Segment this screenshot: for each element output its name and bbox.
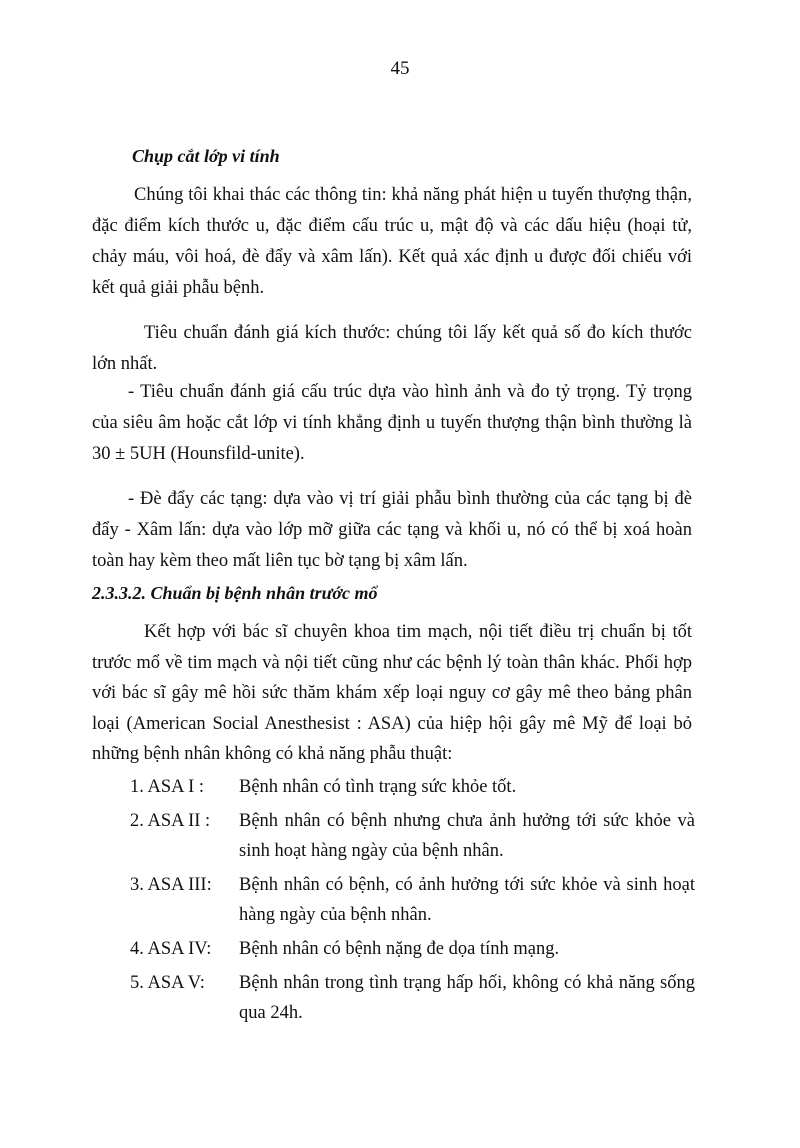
subsection-heading: 2.3.3.2. Chuẩn bị bệnh nhân trước mổ [92, 583, 378, 603]
page-number: 45 [390, 58, 410, 79]
paragraph: Kết hợp với bác sĩ chuyên khoa tim mạch, nội tiết điều trị chuẩn bị tốt trước mổ về tim mạch và nội tiết cũng như các bệnh lý toàn thân khác. Phối hợp với bác sĩ gây mê hồi sức thăm khám xếp loại nguy cơ gây mê theo bảng phân loại (American Social Anesthesist : ASA) của hiệp hội gây mê Mỹ để loại bỏ những bệnh nhân không có khả năng phẫu thuật: [92, 622, 692, 764]
asa-classification-list [130, 772, 695, 1028]
asa-description: Bệnh nhân trong tình trạng hấp hối, không có khả năng sống qua 24h. [239, 973, 695, 1023]
asa-description: Bệnh nhân có bệnh, có ảnh hưởng tới sức khỏe và sinh hoạt hàng ngày của bệnh nhân. [239, 875, 695, 925]
paragraph: - Đè đẩy các tạng: dựa vào vị trí giải phẫu bình thường của các tạng bị đè đẩy - Xâm lấn: dựa vào lớp mỡ giữa các tạng và khối u, nó có thể bị xoá hoàn toàn hay kèm theo mất liên tục bờ tạng bị xâm lấn. [92, 489, 692, 571]
paragraph: Tiêu chuẩn đánh giá kích thước: chúng tôi lấy kết quả số đo kích thước lớn nhất. [92, 323, 692, 374]
list-item [130, 870, 695, 930]
list-item [130, 934, 695, 964]
paragraph: - Tiêu chuẩn đánh giá cấu trúc dựa vào hình ảnh và đo tỷ trọng. Tỷ trọng của siêu âm hoặc cắt lớp vi tính khẳng định u tuyến thượng thận bình thường là 30 ± 5UH (Hounsfild-unite). [92, 382, 692, 464]
paragraph: Chúng tôi khai thác các thông tin: khả năng phát hiện u tuyến thượng thận, đặc điểm kích thước u, đặc điểm cấu trúc u, mật độ và các dấu hiệu (hoại tử, chảy máu, vôi hoá, đè đẩy và xâm lấn). Kết quả xác định u được đối chiếu với kết quả giải phẫu bệnh. [92, 185, 692, 298]
asa-label: 3. ASA III: [130, 875, 212, 895]
asa-label: 4. ASA IV: [130, 939, 212, 959]
list-item [130, 968, 695, 1028]
list-item [130, 806, 695, 866]
asa-description: Bệnh nhân có bệnh nhưng chưa ảnh hưởng tới sức khỏe và sinh hoạt hàng ngày của bệnh nhân. [239, 811, 695, 861]
asa-label: 1. ASA I : [130, 777, 205, 797]
asa-label: 2. ASA II : [130, 811, 211, 831]
section-heading: Chụp cắt lớp vi tính [132, 146, 280, 166]
list-item [130, 772, 695, 802]
asa-description: Bệnh nhân có bệnh nặng đe dọa tính mạng. [239, 939, 560, 959]
asa-description: Bệnh nhân có tình trạng sức khỏe tốt. [239, 777, 517, 797]
asa-label: 5. ASA V: [130, 973, 205, 993]
